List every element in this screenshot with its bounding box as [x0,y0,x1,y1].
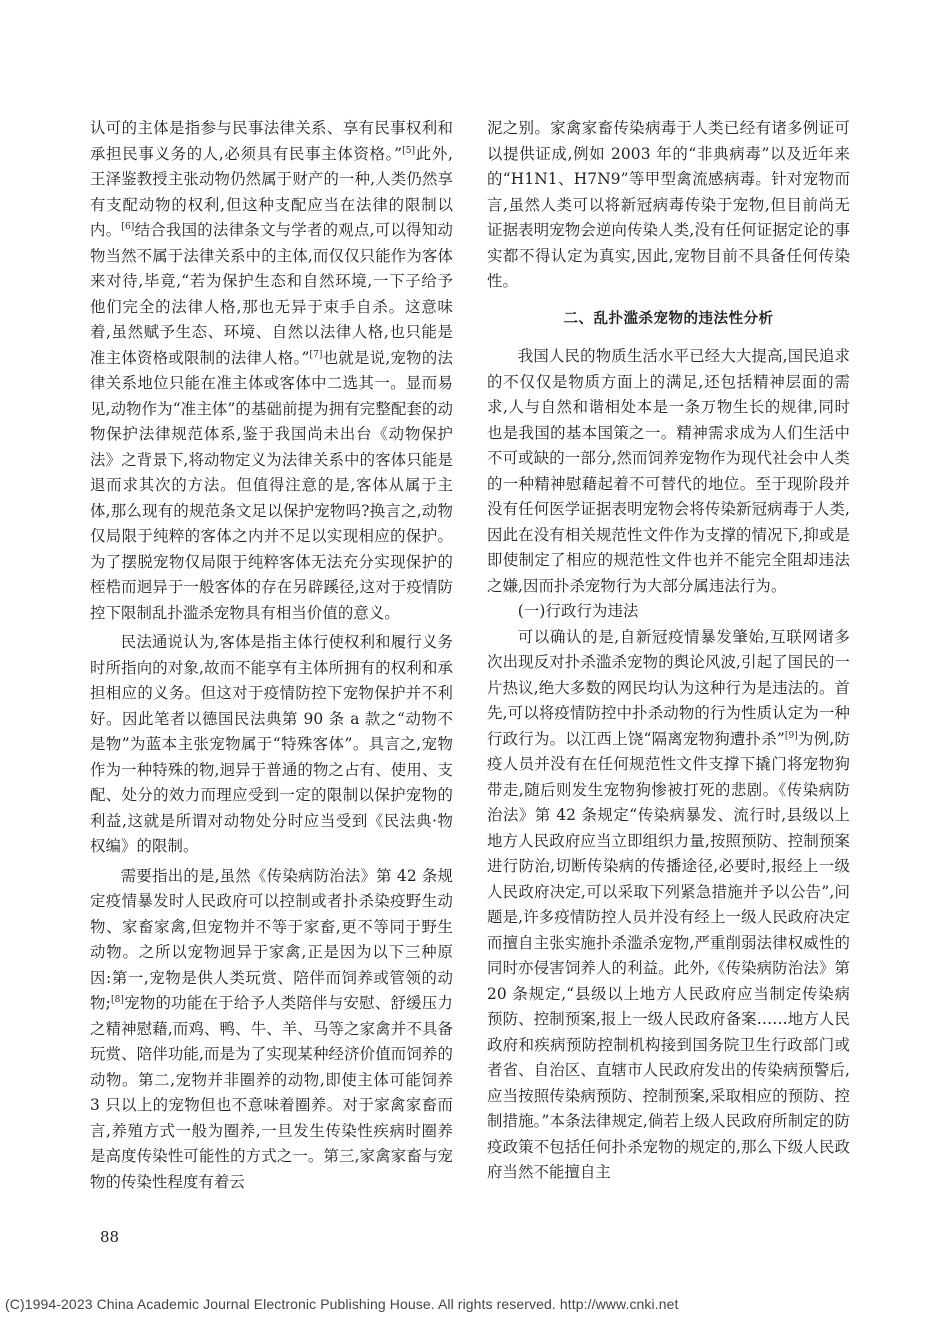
text-run: 结合我国的法律条文与学者的观点,可以得知动物当然不属于法律关系中的主体,而仅仅只能作为客体来对待,毕竟,“若为保护生态和自然环境,一下子给予他们完全的法律人格,那也无异于束手自杀。这意味着,虽然赋予生态、环境、自然以法律人格,也只能是准主体资格或限制的法律人格。” [90,221,453,367]
text-run: 为例,防疫人员并没有在任何规范性文件支撑下撬门将宠物狗带走,随后则发生宠物狗惨被打死的悲剧。《传染病防治法》第 42 条规定“传染病暴发、流行时,县级以上地方人民政府应当立即组织力量,按照预防、控制预案进行防治,切断传染病的传播途径,必要时,报经上一级人民政府决定,可以采取下列紧急措施并予以公告”,问题是,许多疫情防控人员并没有经上一级人民政府决定而擅自主张实施扑杀滥杀宠物,严重削弱法律权威性的同时亦侵害饲养人的利益。此外,《传染病防治法》第 20 条规定,“县级以上地方人民政府应当制定传染病预防、控制预案,报上一级人民政府备案……地方人民政府和疾病预防控制机构接到国务院卫生行政部门或者省、自治区、直辖市人民政府发出的传染病预警后,应当按照传染病预防、控制预案,采取相应的预防、控制措施。”本条法律规定,倘若上级人民政府所制定的防疫政策不包括任何扑杀宠物的规定的,那么下级人民政府当然不能擅自主 [487,729,850,1181]
paragraph [90,864,453,1196]
paragraph: 我国人民的物质生活水平已经大大提高,国民追求的不仅仅是物质方面上的满足,还包括精神层面的需求,人与自然和谐相处本是一条万物生长的规律,同时也是我国的基本国策之一。精神需求成为人们生活中不可或缺的一部分,然而饲养宠物作为现代社会中人类的一种精神慰藉起着不可替代的地位。至于现阶段并没有任何医学证据表明宠物会将传染新冠病毒于人类,因此在没有相关规范性文件作为支撑的情况下,抑或是即使制定了相应的规范性文件也并不能完全阻却违法之嫌,因而扑杀宠物行为大部分属违法行为。 [487,347,850,595]
paragraph: 泥之别。家禽家畜传染病毒于人类已经有诸多例证可以提供证成,例如 2003 年的“非典病毒”以及近年来的“H1N1、H7N9”等甲型禽流感病毒。针对宠物而言,虽然人类可以将新冠病毒传染于宠物,但目前尚无证据表明宠物会逆向传染人类,没有任何证据定论的事实都不得认定为真实,因此,宠物目前不具备任何传染性。 [487,119,850,290]
citation-ref: [8] [110,994,125,1005]
citation-ref: [9] [784,730,798,741]
left-column [90,116,453,1195]
text-run: 此外,王泽鉴教授主张动物仍然属于财产的一种,人类仍然享有支配动物的权利,但这种支配应当在法律的限制以内。 [90,144,453,239]
citation-ref: [7] [309,349,323,360]
text-run: 宠物的功能在于给予人类陪伴与安慰、舒缓压力之精神慰藉,而鸡、鸭、牛、羊、马等之家禽并不具备玩赏、陪伴功能,而是为了实现某种经济价值而饲养的动物。第二,宠物并非圈养的动物,即使主体可能饲养 3 只以上的宠物但也不意味着圈养。对于家禽家畜而言,养殖方式一般为圈养,一旦发生传染性疾病时圈养是高度传染性可能性的方式之一。第三,家禽家畜与宠物的传染性程度有着云 [90,994,453,1191]
paragraph [487,625,850,1186]
citation-ref: [6] [121,221,135,232]
text-run: 可以确认的是,自新冠疫情暴发肇始,互联网诸多次出现反对扑杀滥杀宠物的舆论风波,引起了国民的一片热议,绝大多数的网民均认为这种行为是违法的。首先,可以将疫情防控中扑杀动物的行为性质认定为一种行政行为。以江西上饶“隔离宠物狗遭扑杀” [487,627,850,748]
paragraph [90,116,453,626]
paragraph: 民法通说认为,客体是指主体行使权利和履行义务时所指向的对象,故而不能享有主体所拥有的权利和承担相应的义务。但这对于疫情防控下宠物保护并不利好。因此笔者以德国民法典第 90 条 a 款之“动物不是物”为蓝本主张宠物属于“特殊客体”。具言之,宠物作为一种特殊的物,迥异于普通的物之占有、使用、支配、处分的效力而理应受到一定的限制以保护宠物的利益,这就是所谓对动物处分时应当受到《民法典·物权编》的限制。 [90,633,453,855]
text-run: 需要指出的是,虽然《传染病防治法》第 42 条规定疫情暴发时人民政府可以控制或者扑杀染疫野生动物、家畜家禽,但宠物并不等于家畜,更不等同于野生动物。之所以宠物迥异于家禽,正是因为以下三种原因:第一,宠物是供人类玩赏、陪伴而饲养或管领的动物; [90,866,453,1012]
page-number: 88 [100,1228,120,1246]
section-heading: 二、乱扑滥杀宠物的违法性分析 [563,310,774,327]
citation-ref: [5] [402,145,416,156]
copyright-footer: (C)1994-2023 China Academic Journal Electronic Publishing House. All rights reserved. http://www.cnki.net [5,1296,679,1312]
text-run: 认可的主体是指参与民事法律关系、享有民事权利和承担民事义务的人,必须具有民事主体资格。” [90,119,453,163]
text-run: 也就是说,宠物的法律关系地位只能在准主体或客体中二选其一。显而易见,动物作为“准主体”的基础前提为拥有完整配套的动物保护法律规范体系,鉴于我国尚未出台《动物保护法》之背景下,将动物定义为法律关系中的客体只能是退而求其次的方法。但值得注意的是,客体从属于主体,那么现有的规范条文足以保护宠物吗?换言之,动物仅局限于纯粹的客体之内并不足以实现相应的保护。为了摆脱宠物仅局限于纯粹客体无法充分实现保护的桎梏而迥异于一般客体的存在另辟蹊径,这对于疫情防控下限制乱扑滥杀宠物具有相当价值的意义。 [90,348,453,622]
right-column [487,116,850,1186]
subsection-heading: (一)行政行为违法 [517,602,639,620]
